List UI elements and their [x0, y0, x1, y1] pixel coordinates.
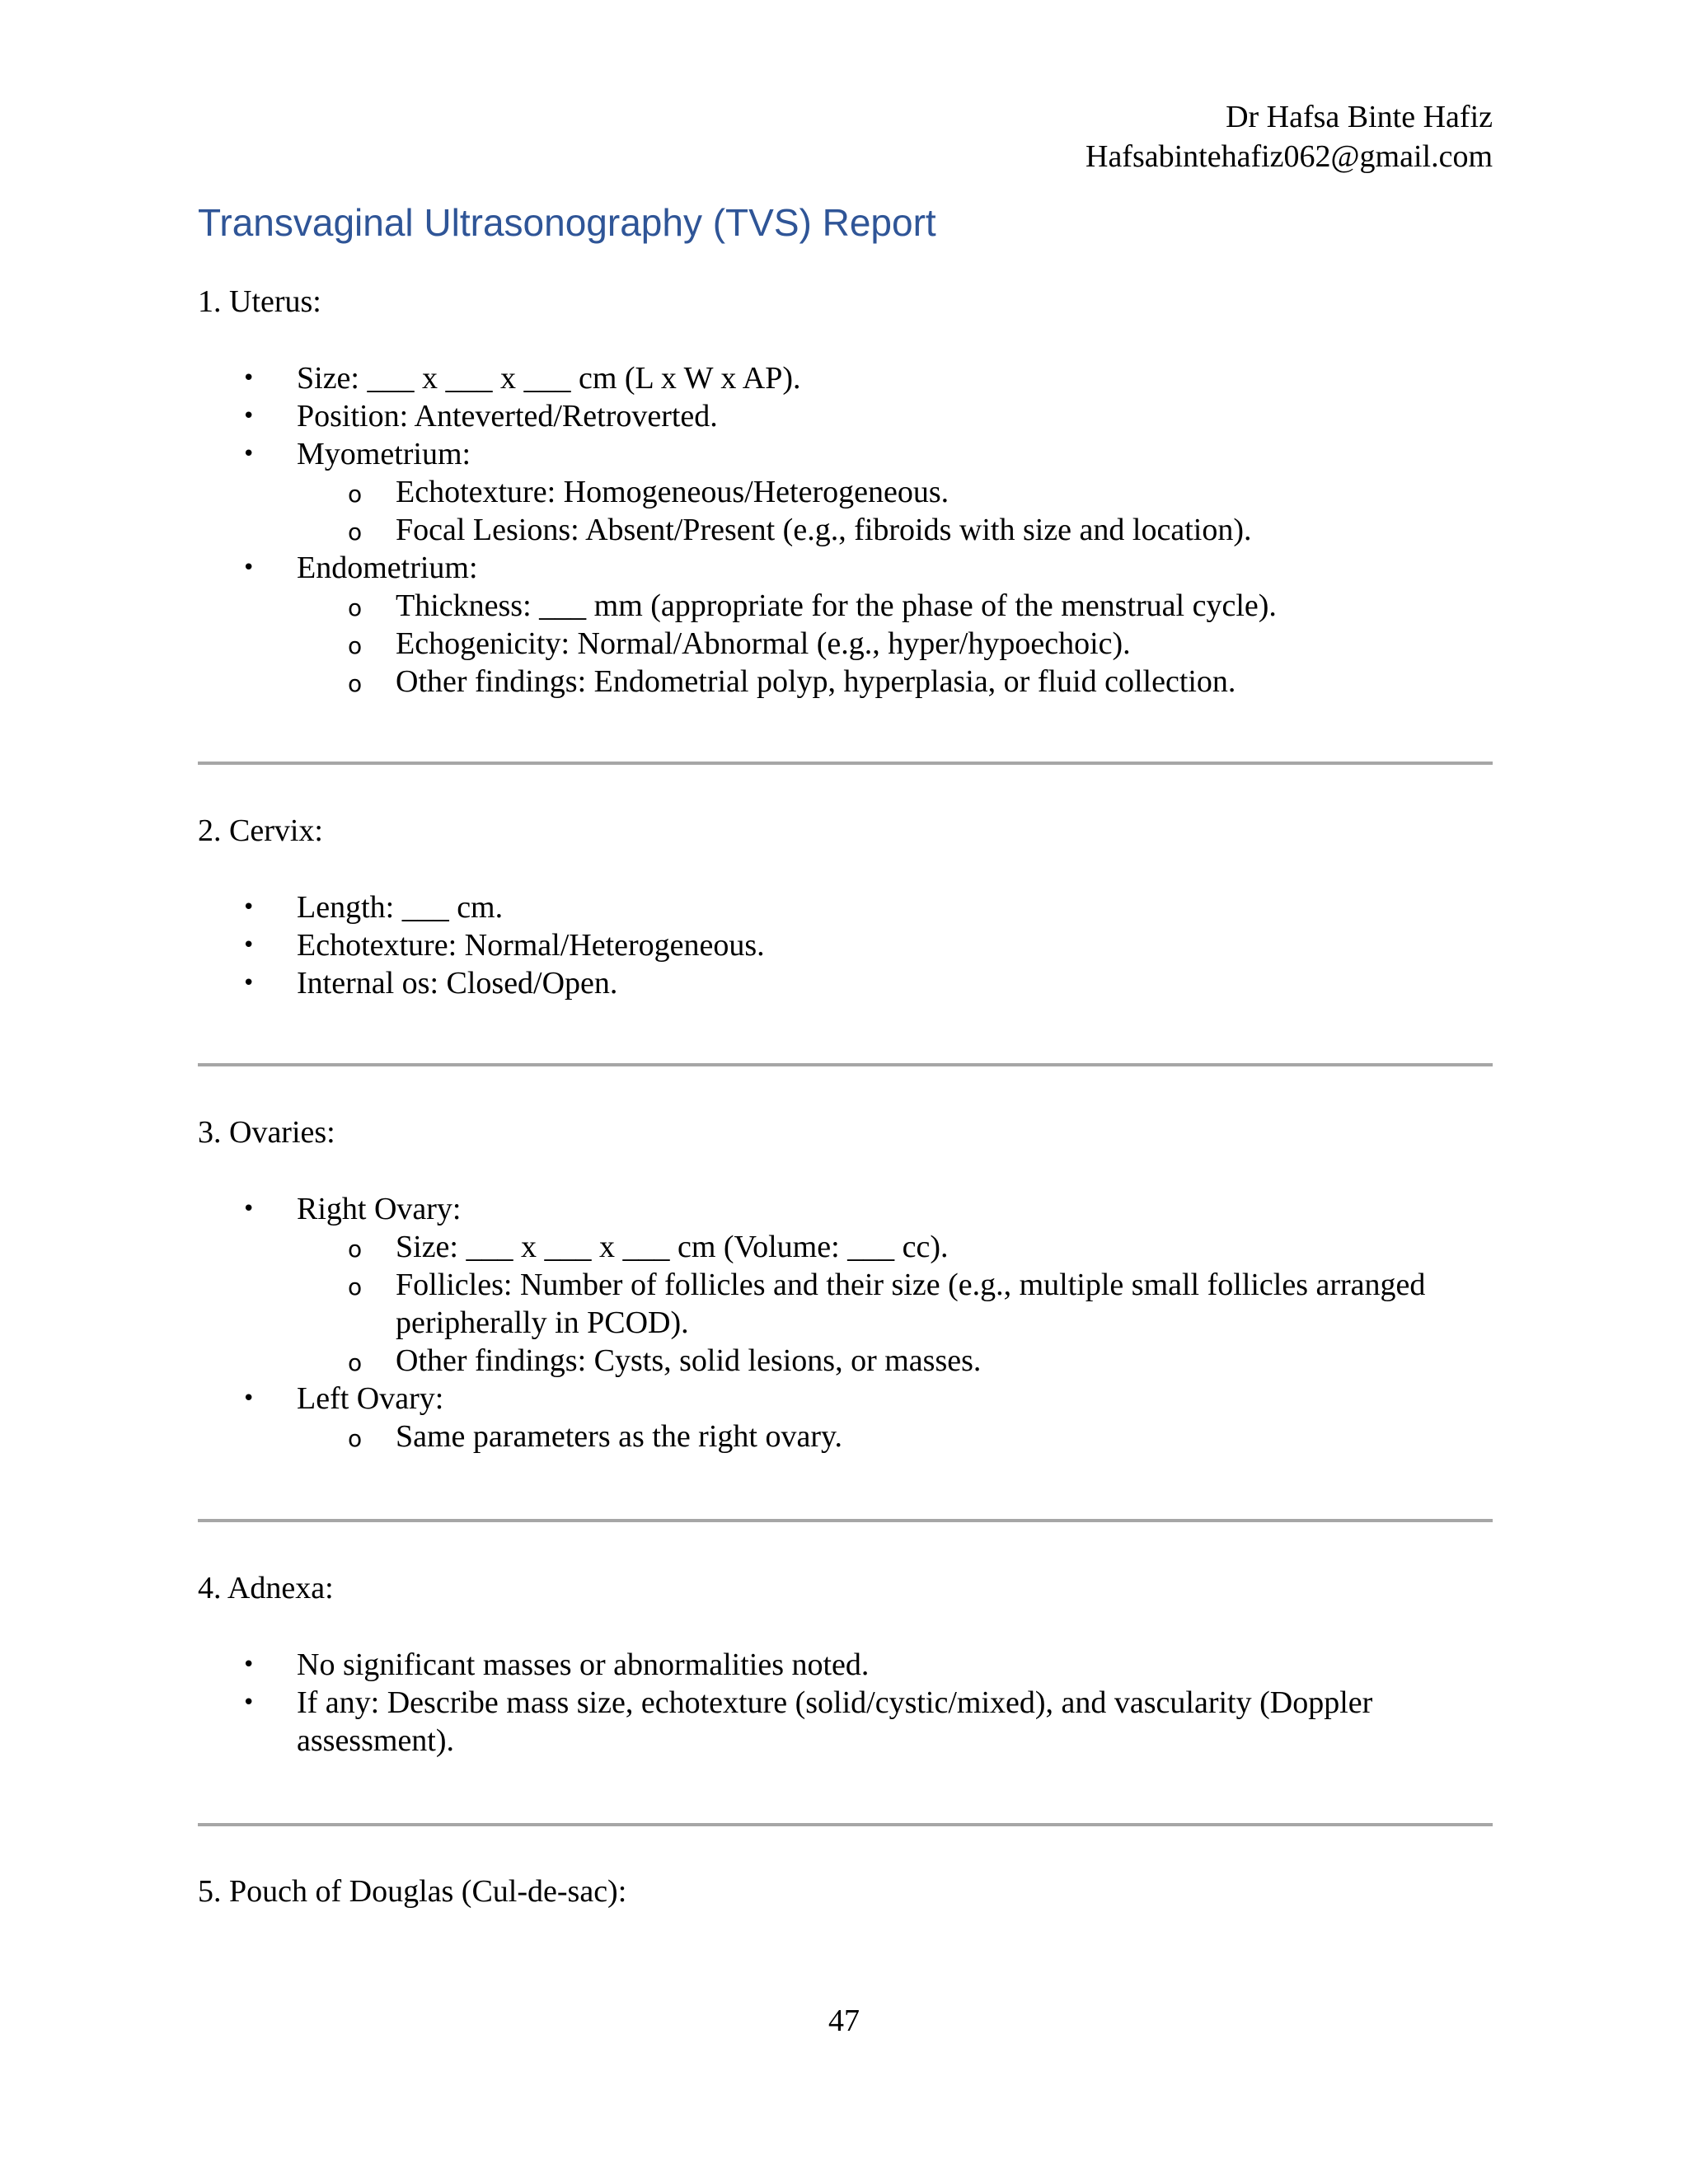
list-item	[198, 1228, 1493, 1266]
adnexa-if-any: If any: Describe mass size, echotexture (solid/cystic/mixed), and vascularity (Doppler assessment).	[297, 1685, 1373, 1758]
section-divider	[198, 1823, 1493, 1826]
sub-bullet-icon: o	[348, 1235, 363, 1263]
bullet-icon: •	[242, 971, 256, 996]
list-item	[198, 625, 1493, 663]
endometrium-label: Endometrium:	[297, 551, 478, 585]
myometrium-focal-lesions: Focal Lesions: Absent/Present (e.g., fibroids with size and location).	[396, 513, 1252, 547]
list-item	[198, 511, 1493, 549]
page-number: 47	[828, 2004, 860, 2038]
list-item	[198, 1418, 1493, 1455]
bullet-icon: •	[242, 1386, 256, 1411]
list-item	[198, 473, 1493, 511]
list-item	[198, 359, 1493, 397]
adnexa-normal: No significant masses or abnormalities noted.	[297, 1647, 870, 1682]
endometrium-echogenicity: Echogenicity: Normal/Abnormal (e.g., hyper/hypoechoic).	[396, 626, 1131, 661]
uterus-list	[198, 359, 1493, 701]
myometrium-label: Myometrium:	[297, 437, 471, 471]
cervix-internal-os: Internal os: Closed/Open.	[297, 966, 618, 1001]
bullet-icon: •	[242, 404, 256, 429]
right-ovary-other-findings: Other findings: Cysts, solid lesions, or masses.	[396, 1343, 982, 1378]
list-item	[198, 964, 1493, 1002]
myometrium-sublist	[198, 473, 1493, 549]
section-divider	[198, 762, 1493, 765]
endometrium-thickness: Thickness: ___ mm (appropriate for the phase of the menstrual cycle).	[396, 588, 1277, 623]
endometrium-other-findings: Other findings: Endometrial polyp, hyperplasia, or fluid collection.	[396, 664, 1236, 699]
myometrium-sublist-wrapper	[198, 473, 1493, 549]
list-item	[198, 926, 1493, 964]
sub-bullet-icon: o	[348, 670, 363, 697]
list-item	[198, 888, 1493, 926]
right-ovary-size: Size: ___ x ___ x ___ cm (Volume: ___ cc).	[396, 1230, 949, 1264]
sub-bullet-icon: o	[348, 1349, 363, 1376]
sub-bullet-icon: o	[348, 1425, 363, 1452]
bullet-icon: •	[242, 366, 256, 391]
endometrium-sublist-wrapper	[198, 587, 1493, 701]
section-heading-cervix: 2. Cervix:	[198, 813, 323, 848]
sub-bullet-icon: o	[348, 480, 363, 508]
sub-bullet-icon: o	[348, 1273, 363, 1301]
endometrium-sublist	[198, 587, 1493, 701]
list-item	[198, 549, 1493, 587]
author-email: Hafsabintehafiz062@gmail.com	[1085, 139, 1493, 174]
list-item	[198, 1190, 1493, 1228]
left-ovary-sublist-wrapper	[198, 1418, 1493, 1455]
myometrium-echotexture: Echotexture: Homogeneous/Heterogeneous.	[396, 475, 950, 509]
section-divider	[198, 1063, 1493, 1066]
author-block	[1085, 97, 1493, 176]
right-ovary-label: Right Ovary:	[297, 1192, 462, 1226]
ovaries-list	[198, 1190, 1493, 1455]
bullet-icon: •	[242, 442, 256, 466]
cervix-list	[198, 888, 1493, 1002]
bullet-icon: •	[242, 933, 256, 958]
bullet-icon: •	[242, 1690, 256, 1715]
bullet-icon: •	[242, 555, 256, 580]
report-title: Transvaginal Ultrasonography (TVS) Report	[198, 201, 936, 244]
adnexa-list	[198, 1646, 1493, 1760]
list-item	[198, 587, 1493, 625]
bullet-icon: •	[242, 1652, 256, 1677]
list-item	[198, 1342, 1493, 1380]
section-cervix	[198, 811, 1493, 1002]
section-uterus	[198, 282, 1493, 701]
bullet-icon: •	[242, 895, 256, 920]
uterus-position: Position: Anteverted/Retroverted.	[297, 399, 718, 434]
left-ovary-parameters: Same parameters as the right ovary.	[396, 1419, 843, 1454]
right-ovary-sublist-wrapper	[198, 1228, 1493, 1380]
sub-bullet-icon: o	[348, 594, 363, 621]
bullet-icon: •	[242, 1197, 256, 1221]
list-item	[198, 1380, 1493, 1418]
section-pouch-of-douglas	[198, 1872, 1493, 1911]
list-item	[198, 435, 1493, 473]
sub-bullet-icon: o	[348, 518, 363, 546]
section-heading-pouch: 5. Pouch of Douglas (Cul-de-sac):	[198, 1874, 627, 1909]
section-ovaries	[198, 1113, 1493, 1455]
right-ovary-sublist	[198, 1228, 1493, 1380]
section-divider	[198, 1519, 1493, 1522]
list-item	[198, 1646, 1493, 1684]
list-item	[198, 397, 1493, 435]
section-heading-uterus: 1. Uterus:	[198, 284, 321, 319]
section-heading-adnexa: 4. Adnexa:	[198, 1571, 334, 1605]
list-item	[198, 1684, 1493, 1760]
section-adnexa	[198, 1568, 1493, 1760]
sub-bullet-icon: o	[348, 632, 363, 659]
uterus-size: Size: ___ x ___ x ___ cm (L x W x AP).	[297, 361, 801, 396]
left-ovary-sublist	[198, 1418, 1493, 1455]
right-ovary-follicles: Follicles: Number of follicles and their size (e.g., multiple small follicles arranged peripherally in PCOD).	[396, 1268, 1426, 1340]
author-name: Dr Hafsa Binte Hafiz	[1226, 100, 1493, 134]
cervix-echotexture: Echotexture: Normal/Heterogeneous.	[297, 928, 765, 963]
left-ovary-label: Left Ovary:	[297, 1381, 444, 1416]
list-item	[198, 1266, 1493, 1342]
cervix-length: Length: ___ cm.	[297, 890, 504, 925]
list-item	[198, 663, 1493, 701]
section-heading-ovaries: 3. Ovaries:	[198, 1115, 335, 1150]
